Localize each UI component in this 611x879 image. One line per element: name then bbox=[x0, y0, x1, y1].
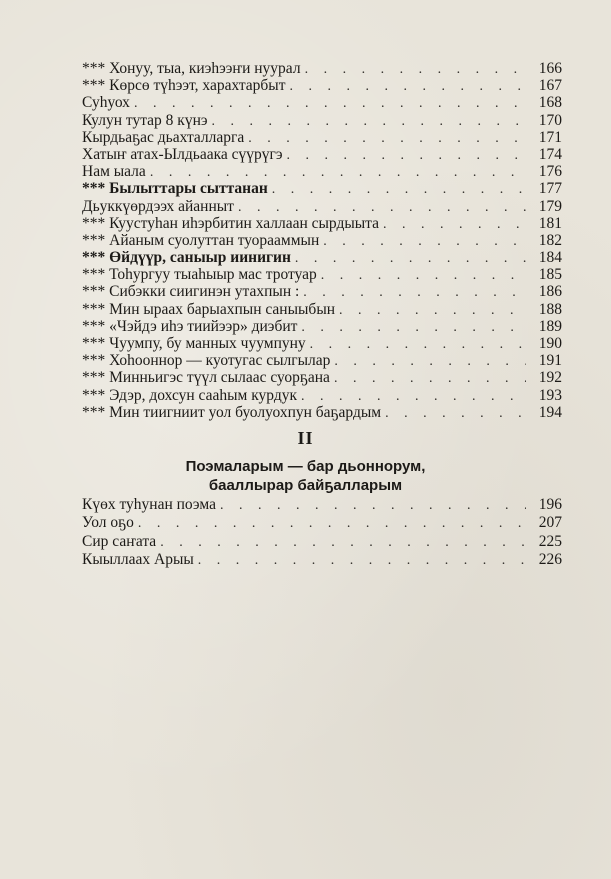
toc-entry bbox=[82, 60, 562, 77]
toc-entry-title: *** Тоһургуу тыаһыыр мас тротуар bbox=[82, 266, 317, 284]
toc-entry bbox=[82, 129, 562, 146]
toc-entry-title: *** Хоһооннор — куотугас сылгылар bbox=[82, 352, 331, 370]
toc-entry-title: Суһуох bbox=[82, 94, 130, 112]
dot-leader bbox=[310, 336, 526, 353]
toc-entry bbox=[82, 232, 562, 249]
toc-entry-title: *** Өйдүүр, саныыр иинигин bbox=[82, 249, 291, 267]
toc-entry-title: *** Былыттары сыттанан bbox=[82, 180, 268, 198]
toc-entry-title: *** Мин тиигниит уол буолуохпун баҕардым bbox=[82, 403, 382, 421]
toc-entry-page-number: 185 bbox=[538, 266, 562, 284]
toc-entry bbox=[82, 496, 562, 514]
toc-entry-title: *** Хонуу, тыа, киэһээҥи нуурал bbox=[82, 60, 301, 77]
toc-part-1 bbox=[82, 60, 562, 421]
toc-entry bbox=[82, 533, 562, 551]
dot-leader bbox=[220, 497, 526, 515]
toc-entry bbox=[82, 283, 562, 300]
toc-entry-page-number: 196 bbox=[538, 496, 562, 513]
toc-entry bbox=[82, 318, 562, 335]
toc-entry bbox=[82, 215, 562, 232]
toc-entry-title: Уол оҕо bbox=[82, 514, 134, 532]
toc-entry-title: Нам ыала bbox=[82, 163, 146, 181]
dot-leader bbox=[305, 61, 526, 78]
dot-leader bbox=[385, 405, 526, 422]
toc-entry-title: Хатыҥ атах-Ылдьаака сүүрүгэ bbox=[82, 145, 283, 163]
toc-entry-title: Кулун тутар 8 күнэ bbox=[82, 111, 208, 129]
toc-entry-page-number: 181 bbox=[538, 214, 562, 232]
toc-entry-title: *** Чуумпу, бу манных чуумпуну bbox=[82, 335, 306, 352]
toc-entry-title: *** Көрсө түһээт, харахтарбыт bbox=[82, 77, 286, 95]
toc-entry-title: *** «Чэйдэ иһэ тиийээр» диэбит bbox=[82, 317, 298, 335]
toc-entry-title: *** Эдэр, дохсун сааһым курдук bbox=[82, 386, 297, 404]
toc-entry-title: *** Мин ыраах барыахпын саныыбын bbox=[82, 300, 336, 318]
toc-entry-title: *** Айаным суолуттан туорааммын bbox=[82, 231, 320, 249]
toc-entry bbox=[82, 369, 562, 386]
toc-entry-page-number: 186 bbox=[538, 283, 562, 301]
dot-leader bbox=[238, 199, 526, 216]
dot-leader bbox=[383, 216, 526, 233]
toc-entry bbox=[82, 146, 562, 163]
toc-entry-title: Дьуккүөрдээх айанныт bbox=[82, 197, 234, 215]
toc-entry bbox=[82, 94, 562, 111]
toc-entry bbox=[82, 112, 562, 129]
toc-entry bbox=[82, 335, 562, 352]
toc-entry-title: Кырдьаҕас дьахталларга bbox=[82, 128, 245, 146]
toc-entry-page-number: 191 bbox=[538, 352, 562, 370]
toc-entry-page-number: 174 bbox=[538, 145, 562, 163]
toc-entry bbox=[82, 404, 562, 421]
toc-entry bbox=[82, 180, 562, 197]
dot-leader bbox=[339, 302, 526, 319]
toc-entry-page-number: 190 bbox=[538, 335, 562, 352]
toc-entry-title: Кыыллаах Арыы bbox=[82, 550, 194, 568]
toc-entry-page-number: 194 bbox=[538, 403, 562, 421]
dot-leader bbox=[248, 130, 526, 147]
dot-leader bbox=[301, 319, 526, 336]
toc-entry bbox=[82, 301, 562, 318]
toc-entry bbox=[82, 163, 562, 180]
dot-leader bbox=[290, 78, 527, 95]
toc-entry-title: Сир саҥата bbox=[82, 532, 157, 550]
part-title bbox=[0, 457, 611, 495]
dot-leader bbox=[134, 95, 526, 112]
toc-entry-page-number: 166 bbox=[538, 60, 562, 77]
toc-entry-page-number: 167 bbox=[538, 77, 562, 95]
dot-leader bbox=[150, 164, 526, 181]
part-title-line-2: бааллырар байҕалларым bbox=[208, 477, 403, 494]
toc-entry-page-number: 225 bbox=[538, 532, 562, 550]
dot-leader bbox=[303, 284, 526, 301]
dot-leader bbox=[323, 233, 526, 250]
dot-leader bbox=[295, 250, 526, 267]
dot-leader bbox=[334, 353, 526, 370]
dot-leader bbox=[138, 515, 526, 533]
toc-entry-page-number: 193 bbox=[538, 386, 562, 404]
toc-entry bbox=[82, 352, 562, 369]
toc-entry bbox=[82, 77, 562, 94]
dot-leader bbox=[301, 388, 526, 405]
dot-leader bbox=[334, 370, 526, 387]
toc-entry-page-number: 188 bbox=[538, 300, 562, 318]
toc-entry-page-number: 192 bbox=[538, 369, 562, 387]
toc-entry-page-number: 177 bbox=[538, 180, 562, 198]
toc-entry-page-number: 171 bbox=[538, 128, 562, 146]
toc-entry-page-number: 179 bbox=[538, 197, 562, 215]
toc-part-2 bbox=[82, 496, 562, 569]
toc-entry-title: *** Сибэкки сиигинэн утахпын : bbox=[82, 283, 300, 301]
toc-entry bbox=[82, 198, 562, 215]
dot-leader bbox=[160, 534, 526, 552]
toc-entry-page-number: 182 bbox=[538, 231, 562, 249]
dot-leader bbox=[287, 147, 526, 164]
toc-entry bbox=[82, 387, 562, 404]
toc-entry-page-number: 176 bbox=[538, 163, 562, 181]
toc-entry-page-number: 189 bbox=[538, 317, 562, 335]
toc-entry-page-number: 168 bbox=[538, 94, 562, 112]
dot-leader bbox=[272, 181, 526, 198]
toc-entry-page-number: 184 bbox=[538, 249, 562, 267]
toc-entry-title: *** Минньигэс түүл сылаас суорҕана bbox=[82, 369, 330, 387]
toc-entry-title: *** Куустуһан иһэрбитин халлаан сырдыыта bbox=[82, 214, 380, 232]
toc-entry-page-number: 226 bbox=[538, 550, 562, 568]
dot-leader bbox=[198, 552, 526, 570]
toc-entry bbox=[82, 551, 562, 569]
toc-entry bbox=[82, 266, 562, 283]
dot-leader bbox=[321, 267, 526, 284]
part-numeral: II bbox=[297, 428, 314, 448]
dot-leader bbox=[212, 113, 526, 130]
toc-entry bbox=[82, 249, 562, 266]
toc-entry-page-number: 170 bbox=[538, 111, 562, 129]
part-title-line-1: Поэмаларым — бар дьоннорум, bbox=[185, 458, 426, 475]
toc-entry-title: Күөх туһунан поэма bbox=[82, 496, 216, 513]
toc-entry bbox=[82, 514, 562, 532]
toc-entry-page-number: 207 bbox=[538, 514, 562, 532]
